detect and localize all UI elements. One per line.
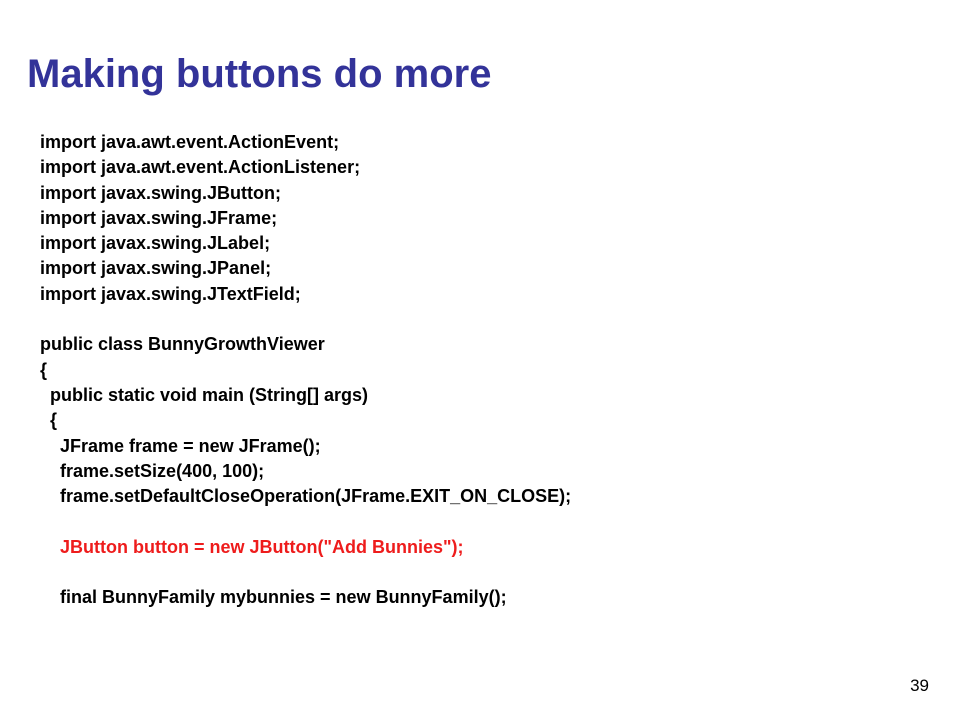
page-number: 39 xyxy=(910,676,929,695)
code-line-frame-close-op: frame.setDefaultCloseOperation(JFrame.EXIT_ON_CLOSE); xyxy=(40,486,572,507)
code-line-button-create-highlighted: JButton button = new JButton("Add Bunnies"); xyxy=(40,536,464,557)
code-line-main-method: public static void main (String[] args) xyxy=(40,384,369,405)
code-line-import-actionlistener: import java.awt.event.ActionListener; xyxy=(40,157,361,178)
code-line-bunnyfamily-create: final BunnyFamily mybunnies = new BunnyFamily(); xyxy=(40,587,507,608)
code-line-import-jbutton: import javax.swing.JButton; xyxy=(40,182,282,203)
code-line-method-open-brace: { xyxy=(40,410,58,431)
code-line-import-jframe: import javax.swing.JFrame; xyxy=(40,207,278,228)
code-line-frame-setsize: frame.setSize(400, 100); xyxy=(40,460,265,481)
code-line-import-jpanel: import javax.swing.JPanel; xyxy=(40,258,272,279)
code-line-blank xyxy=(40,509,571,534)
slide-title: Making buttons do more xyxy=(27,52,492,96)
code-line-import-actionevent: import java.awt.event.ActionEvent; xyxy=(40,132,340,152)
code-line-import-jtextfield: import javax.swing.JTextField; xyxy=(40,283,301,304)
code-line-blank xyxy=(40,307,571,332)
code-line-import-jlabel: import javax.swing.JLabel; xyxy=(40,233,271,254)
code-line-class-declaration: public class BunnyGrowthViewer xyxy=(40,334,325,355)
code-block xyxy=(40,130,571,611)
code-line-class-open-brace: { xyxy=(40,359,48,380)
code-line-blank xyxy=(40,560,571,585)
code-line-frame-create: JFrame frame = new JFrame(); xyxy=(40,435,321,456)
